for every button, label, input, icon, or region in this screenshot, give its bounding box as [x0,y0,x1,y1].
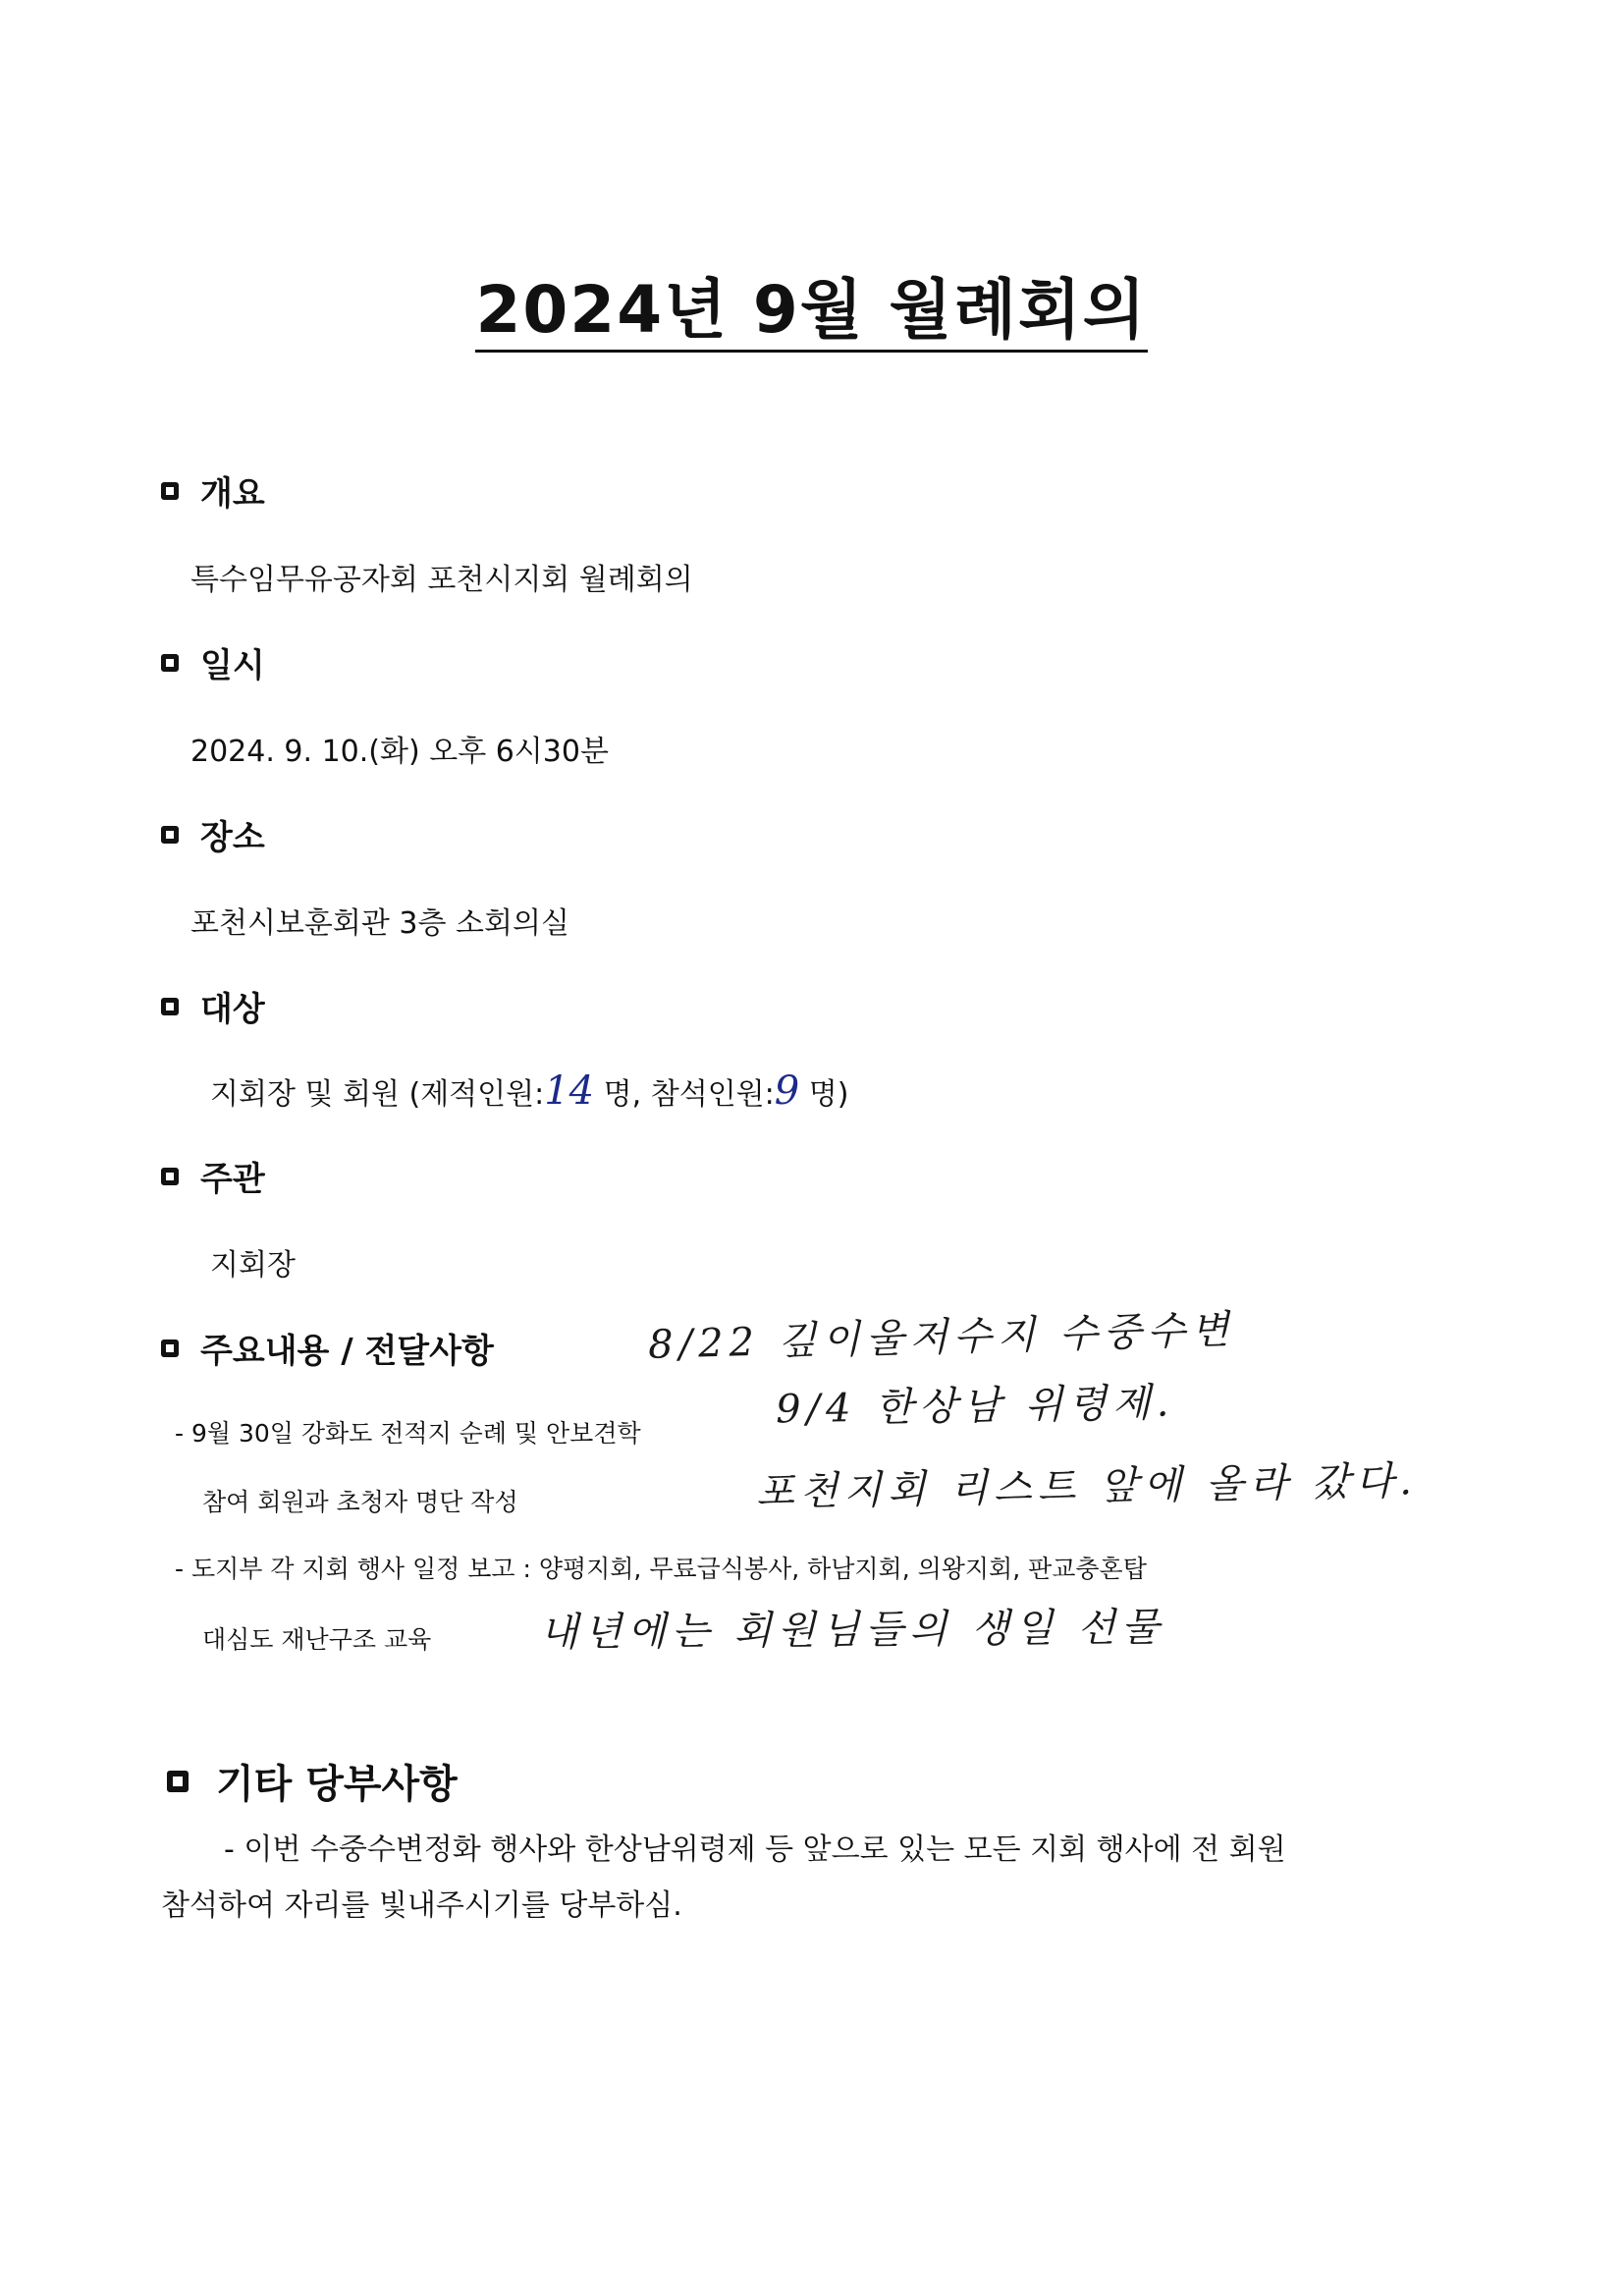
checkbox-square-icon [161,998,179,1015]
section-heading-target: 대상 [161,982,265,1030]
main-item2-line2: 대심도 재난구조 교육 [202,1625,432,1654]
handwritten-note-3: 포천지회 리스트 앞에 올라 갔다. [755,1458,1419,1515]
checkbox-square-icon [161,1168,179,1185]
main-item2-line1: - 도지부 각 지회 행사 일정 보고 : 양평지회, 무료급식봉사, 하남지회, 의왕지회, 판교충혼탑 [175,1555,1147,1583]
document-title: 2024년 9월 월례회의 [0,257,1623,351]
main-item1-line2: 참여 회원과 초청자 명단 작성 [202,1488,518,1516]
checkbox-square-icon [161,1339,179,1357]
host-text: 지회장 [210,1248,296,1283]
other-line1: - 이번 수중수변정화 행사와 한상남위령제 등 앞으로 있는 모든 지회 행사에 전 회원 [224,1832,1286,1867]
checkbox-square-icon [161,826,179,844]
section-heading-other: 기타 당부사항 [167,1753,458,1809]
overview-text: 특수임무유공자회 포천시지회 월례회의 [190,563,693,597]
target-text: 지회장 및 회원 (제적인원:14 명, 참석인원:9 명) [210,1068,849,1114]
other-line2: 참석하여 자리를 빛내주시기를 당부하심. [161,1888,682,1923]
attended-count-handwritten: 9 [774,1068,800,1114]
checkbox-square-icon [161,482,179,500]
handwritten-note-1: 8/22 깊이울저수지 수중수변 [647,1307,1236,1368]
section-heading-datetime: 일시 [161,638,265,686]
section-heading-place: 장소 [161,810,265,858]
enrolled-count-handwritten: 14 [544,1068,595,1114]
checkbox-square-icon [167,1771,189,1792]
checkbox-square-icon [161,654,179,672]
handwritten-note-4: 내년에는 회원님들의 생일 선물 [539,1605,1165,1656]
handwritten-note-2: 9/4 한상남 위령제. [775,1380,1175,1433]
place-text: 포천시보훈회관 3층 소회의실 [190,906,569,941]
section-heading-main: 주요내용 / 전달사항 [161,1324,494,1372]
section-heading-host: 주관 [161,1152,265,1200]
section-heading-overview: 개요 [161,466,265,515]
main-item1-line1: - 9월 30일 강화도 전적지 순례 및 안보견학 [175,1419,641,1448]
datetime-text: 2024. 9. 10.(화) 오후 6시30분 [190,735,609,769]
